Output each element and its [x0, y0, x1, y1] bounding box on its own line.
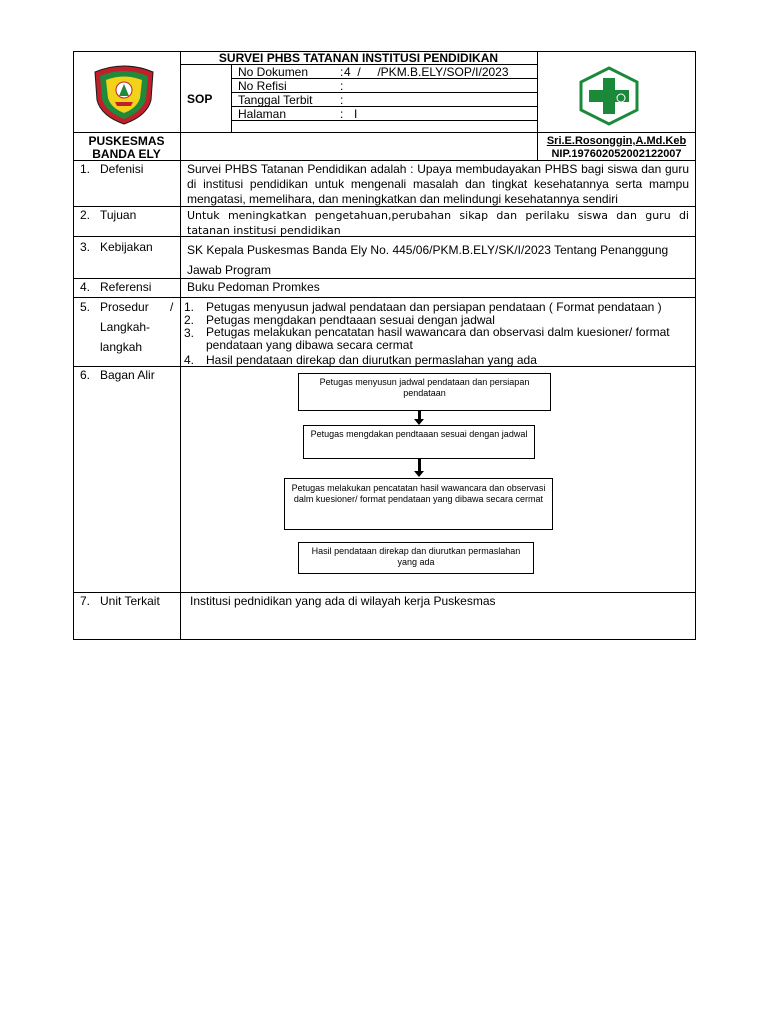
col-divider-main — [180, 51, 181, 640]
step-text: Petugas mengdakan pendtaaan sesuai dengan jadwal — [206, 313, 495, 327]
field-sep-no-refisi: : — [340, 79, 344, 93]
sop-label: SOP — [187, 92, 213, 106]
regional-emblem-logo — [89, 62, 159, 126]
step-text: Petugas menyusun jadwal pendataan dan persiapan pendataan ( Format pendataan ) — [206, 300, 662, 314]
col-divider-sop — [231, 64, 232, 132]
field-sep-no-dokumen: : — [340, 65, 344, 79]
field-label-tanggal-terbit: Tanggal Terbit — [238, 93, 313, 107]
step-number: 3. — [184, 326, 195, 340]
border-right — [695, 51, 696, 640]
row-label-prosedur-line2: Langkah- — [100, 320, 151, 334]
row-number-tujuan: 2. — [80, 208, 91, 222]
puskesmas-logo — [577, 66, 641, 126]
step-number: 2. — [184, 313, 195, 327]
row-label-kebijakan: Kebijakan — [100, 240, 153, 254]
flowchart-box-3-text: Petugas melakukan pencatatan hasil wawancara dan observasi dalm kuesioner/ format pendataan yang dibawa secara cermat — [291, 483, 546, 504]
flowchart-box-1-text: Petugas menyusun jadwal pendataan dan persiapan pendataan — [319, 377, 530, 398]
flowchart-box-3 — [284, 478, 553, 530]
field-label-no-dokumen: No Dokumen — [238, 65, 309, 79]
document-title: SURVEI PHBS TATANAN INSTITUSI PENDIDIKAN — [218, 51, 499, 65]
signer-name: Sri.E.Rosonggin,A.Md.Keb — [546, 135, 687, 147]
flowchart-box-1 — [298, 373, 551, 411]
row-label-referensi: Referensi — [100, 280, 152, 294]
org-name-line2: BANDA ELY — [92, 147, 161, 161]
field-label-halaman: Halaman — [238, 107, 287, 121]
field-sep-tanggal-terbit: : — [340, 93, 344, 107]
field-value-no-dokumen: 4 / /PKM.B.ELY/SOP/I/2023 — [344, 65, 509, 79]
step-number: 1. — [184, 300, 195, 314]
row-text-referensi: Buku Pedoman Promkes — [187, 280, 320, 294]
flowchart-box-4 — [298, 542, 534, 574]
row-label-tujuan: Tujuan — [100, 208, 137, 222]
row-number-kebijakan: 3. — [80, 240, 91, 254]
row-text-tujuan: Untuk meningkatkan pengetahuan,perubahan sikap dan perilaku siswa dan guru di tatanan institusi pendidikan — [187, 209, 689, 237]
row-number-defenisi: 1. — [80, 162, 91, 176]
row-number-bagan: 6. — [80, 368, 91, 382]
row-line-prosedur — [73, 297, 696, 298]
org-name-line1: PUSKESMAS — [88, 134, 165, 148]
row-text-defenisi: Survei PHBS Tatanan Pendidikan adalah : Upaya membudayakan PHBS bagi siswa dan guru di institusi pendidikan untuk mengenali masalah dan tingkat kesehatannya serta mampu mengatasi, memelihara, dan meningkatkan dan melindungi kesehatannya sendiri — [187, 162, 689, 206]
header-bottom-line — [73, 132, 696, 133]
row-number-unit: 7. — [80, 594, 91, 608]
row-number-referensi: 4. — [80, 280, 91, 294]
row-label-prosedur-slash: / — [170, 300, 174, 314]
field-label-no-refisi: No Refisi — [238, 79, 287, 93]
row-text-kebijakan: SK Kepala Puskesmas Banda Ely No. 445/06/PKM.B.ELY/SK/I/2023 Tentang Penanggung Jawab Program — [187, 243, 669, 277]
row-label-defenisi: Defenisi — [100, 162, 144, 176]
row-text-unit: Institusi pednidikan yang ada di wilayah kerja Puskesmas — [190, 594, 496, 608]
step-text: Petugas melakukan pencatatan hasil wawancara dan observasi dalm kuesioner/ format pendataan yang dibawa secara cermat — [206, 325, 670, 352]
flowchart-box-2-text: Petugas mengdakan pendtaaan sesuai dengan jadwal — [310, 429, 528, 439]
row-label-unit: Unit Terkait — [100, 594, 160, 608]
step-number: 4. — [184, 353, 195, 367]
row-label-bagan: Bagan Alir — [100, 368, 155, 382]
flowchart-box-2 — [303, 425, 535, 459]
field-sep-halaman: : — [340, 107, 344, 121]
row-number-prosedur: 5. — [80, 300, 91, 314]
row-line-unit — [73, 592, 696, 593]
flowchart-arrowhead-2 — [414, 471, 424, 477]
signer-nip: NIP.197602052002122007 — [551, 148, 682, 160]
border-bottom — [73, 639, 696, 640]
row-label-prosedur-line3: langkah — [100, 340, 143, 354]
field-value-halaman: I — [354, 107, 358, 121]
flowchart-box-4-text: Hasil pendataan direkap dan diurutkan permaslahan yang ada — [311, 546, 521, 567]
row-label-prosedur: Prosedur — [100, 300, 149, 314]
step-text: Hasil pendataan direkap dan diurutkan permaslahan yang ada — [206, 353, 537, 367]
